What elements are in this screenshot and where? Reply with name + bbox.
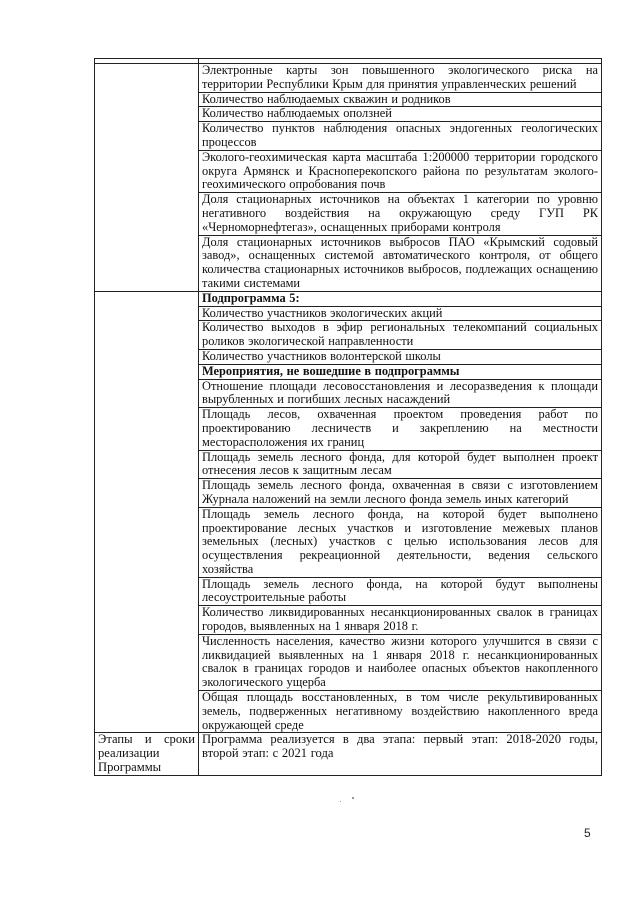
indicator-cell: Площадь земель лесного фонда, для которой будет выполнен проект отнесения лесов к защитным лесам — [199, 450, 602, 479]
subprogram5-heading: Подпрограмма 5: — [199, 291, 602, 306]
indicator-cell: Эколого-геохимическая карта масштаба 1:200000 территории городского округа Армянск и Красноперекопского района по результатам эколого-геохимического опробования почв — [199, 150, 602, 192]
indicator-cell: Количество участников экологических акций — [199, 306, 602, 321]
indicator-cell: Электронные карты зон повышенного экологического риска на территории Республики Крым для принятия управленческих решений — [199, 64, 602, 93]
indicator-cell: Отношение площади лесовосстановления и лесоразведения к площади вырубленных и погибших лесных насаждений — [199, 379, 602, 408]
indicator-cell: Численность населения, качество жизни которого улучшится в связи с ликвидацией выявленных на 1 января 2018 г. несанкционированных свалок в границах городов и наиболее опасных объектов накопленного экологического ущерба — [199, 634, 602, 690]
indicator-cell: Количество участников волонтерской школы — [199, 349, 602, 364]
table-row — [95, 733, 602, 775]
page-number: 5 — [584, 826, 591, 840]
row-label-empty — [95, 291, 199, 733]
table-row — [95, 291, 602, 306]
indicator-cell: Общая площадь восстановленных, в том числе рекультивированных земель, подверженных негативному воздействию накопленного вреда окружающей среде — [199, 691, 602, 733]
indicator-cell: Количество пунктов наблюдения опасных эндогенных геологических процессов — [199, 122, 602, 151]
indicator-cell: Площадь лесов, охваченная проектом проведения работ по проектированию лесничеств и закреплению на местности месторасположения их границ — [199, 408, 602, 450]
table-row — [95, 64, 602, 93]
other-measures-heading: Мероприятия, не вошедшие в подпрограммы — [199, 364, 602, 379]
indicator-cell: Площадь земель лесного фонда, на которой будет выполнено проектирование лесных участков и изготовление межевых планов земельных (лесных) участков с целью использования лесов для осуществления рекреационной деятельности, ведения сельского хозяйства — [199, 507, 602, 577]
indicator-cell: Количество наблюдаемых оползней — [199, 107, 602, 122]
row-label-empty — [95, 64, 199, 292]
indicator-cell: Количество наблюдаемых скважин и родников — [199, 92, 602, 107]
indicator-cell: Доля стационарных источников на объектах 1 категории по уровню негативного воздействия на окружающую среду ГУП РК «Черноморнефтегаз», оснащенных приборами контроля — [199, 193, 602, 235]
indicator-cell: Количество ликвидированных несанкционированных свалок в границах городов, выявленных на 1 января 2018 г. — [199, 606, 602, 635]
stages-text: Программа реализуется в два этапа: первый этап: 2018-2020 годы, второй этап: с 2021 года — [199, 733, 602, 775]
indicator-cell: Доля стационарных источников выбросов ПАО «Крымский содовый завод», оснащенных системой автоматического контроля, от общего количества стационарных источников выбросов, подлежащих оснащению такими системами — [199, 235, 602, 291]
indicator-cell: Площадь земель лесного фонда, охваченная в связи с изготовлением Журнала наложений на земли лесного фонда земель иных категорий — [199, 479, 602, 508]
indicator-cell: Количество выходов в эфир региональных телекомпаний социальных роликов экологической направленности — [199, 321, 602, 350]
scan-speck — [340, 801, 341, 802]
scan-speck — [352, 797, 354, 799]
stages-label: Этапы и сроки реализации Программы — [95, 733, 199, 775]
indicator-cell: Площадь земель лесного фонда, на которой будут выполнены лесоустроительные работы — [199, 577, 602, 606]
indicators-table — [94, 58, 602, 776]
